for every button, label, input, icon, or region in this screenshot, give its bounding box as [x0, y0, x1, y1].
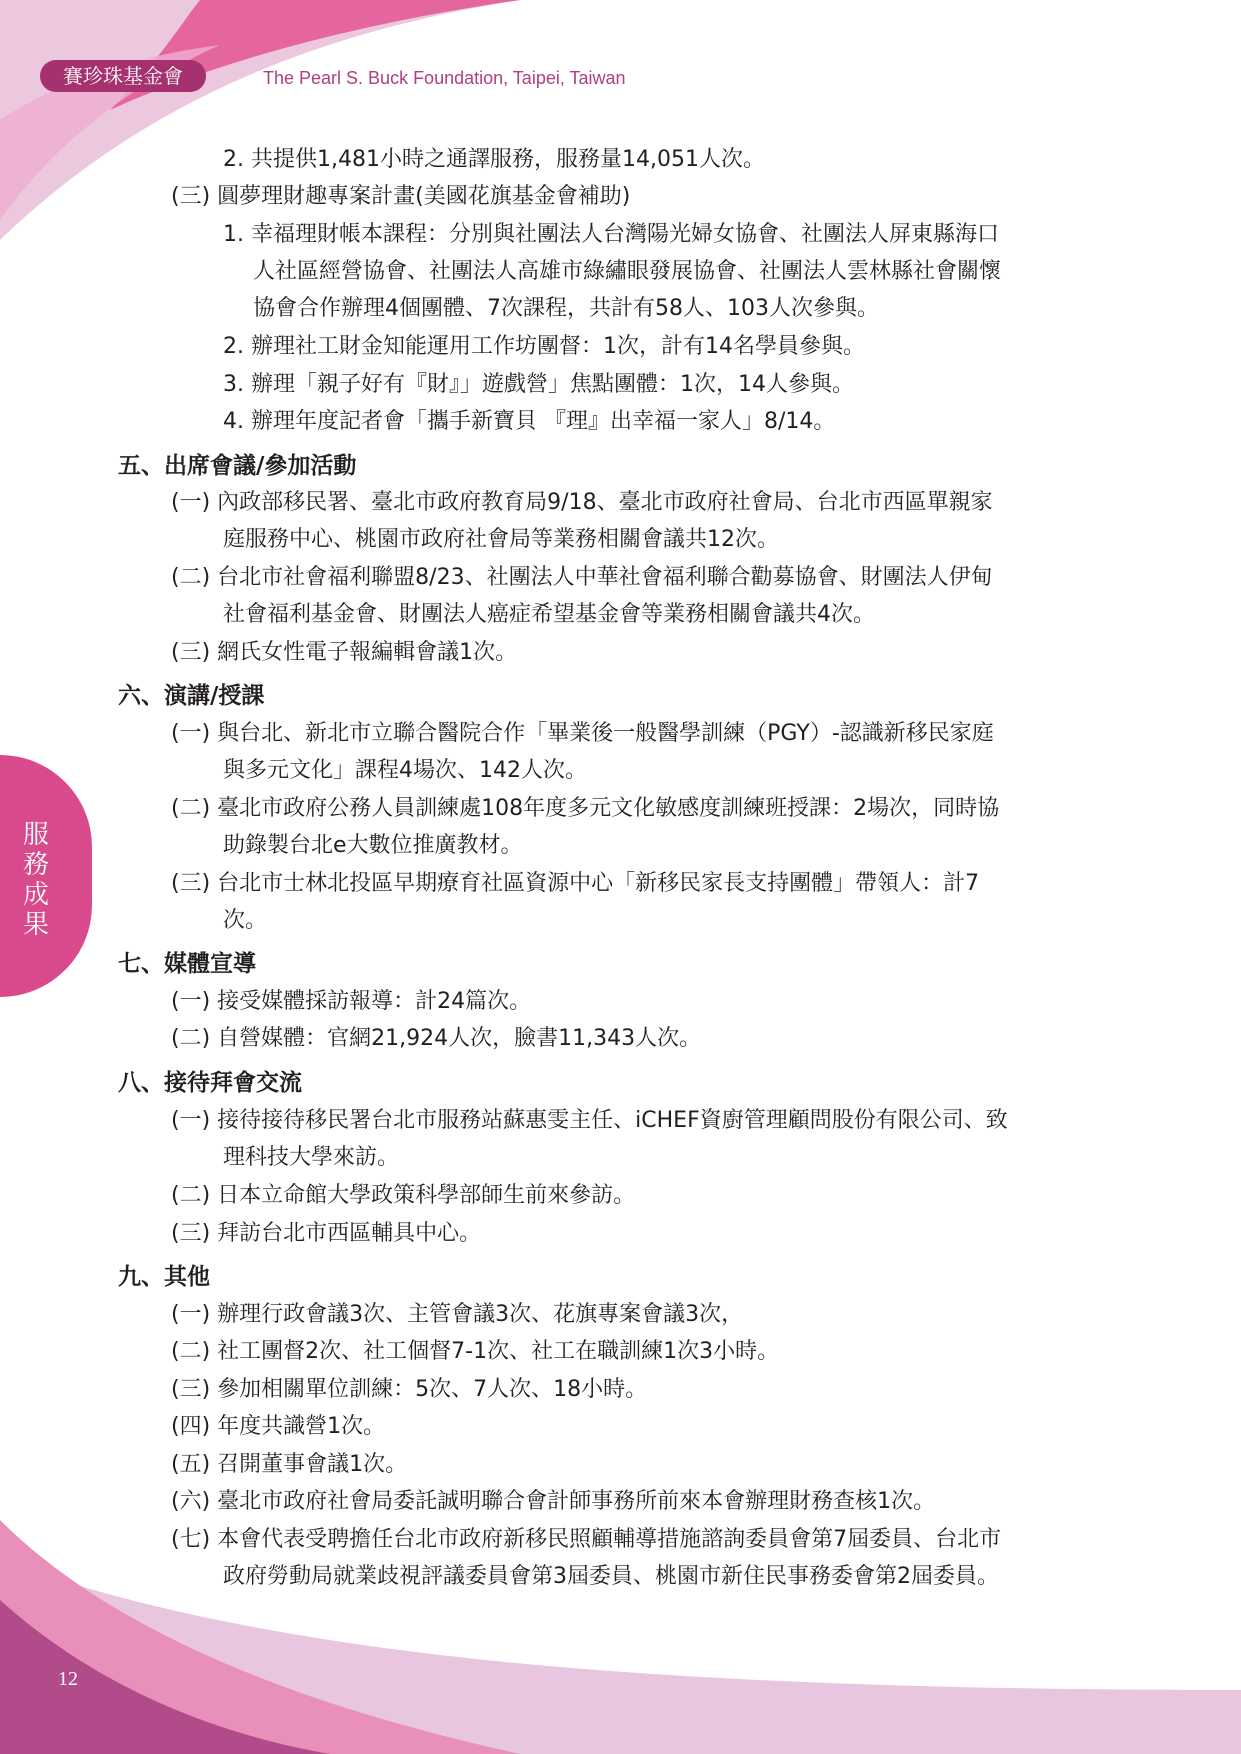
text-line: 3. 辦理「親子好有『財』」遊戲營」焦點團體：1次，14人參與。: [223, 372, 854, 397]
text-line: 政府勞動局就業歧視評議委員會第3屆委員、桃園市新住民事務委會第2屆委員。: [223, 1564, 999, 1589]
text-line: (七) 本會代表受聘擔任台北市政府新移民照顧輔導措施諮詢委員會第7屆委員、台北市: [171, 1527, 1002, 1552]
text-line: 庭服務中心、桃園市政府社會局等業務相關會議共12次。: [223, 527, 779, 552]
text-line: (二) 自營媒體：官網21,924人次，臉書11,343人次。: [171, 1026, 702, 1051]
subsection-heading: (三) 圓夢理財趣專案計畫(美國花旗基金會補助): [171, 184, 631, 209]
text-line: 人社區經營協會、社團法人高雄市綠繡眼發展協會、社團法人雲林縣社會關懷: [253, 259, 1002, 284]
section-heading-6: 六、演講/授課: [118, 683, 265, 709]
text-line: (二) 社工團督2次、社工個督7-1次、社工在職訓練1次3小時。: [171, 1339, 780, 1364]
text-line: 4. 辦理年度記者會「攜手新寶貝 『理』出幸福一家人」8/14。: [223, 409, 836, 434]
text-line: (一) 與台北、新北市立聯合醫院合作「畢業後一般醫學訓練（PGY）-認識新移民家庭: [171, 721, 994, 746]
text-line: (三) 參加相關單位訓練：5次、7人次、18小時。: [171, 1377, 648, 1402]
text-line: 助錄製台北e大數位推廣教材。: [223, 833, 523, 858]
text-line: (五) 召開董事會議1次。: [171, 1452, 408, 1477]
text-line: (一) 接受媒體採訪報導：計24篇次。: [171, 989, 532, 1014]
section-heading-8: 八、接待拜會交流: [118, 1070, 302, 1096]
text-line: 1. 幸福理財帳本課程：分別與社團法人台灣陽光婦女協會、社團法人屏東縣海口: [223, 222, 999, 247]
text-line: 2. 共提供1,481小時之通譯服務，服務量14,051人次。: [223, 147, 765, 172]
text-line: 理科技大學來訪。: [223, 1145, 400, 1170]
text-line: 2. 辦理社工財金知能運用工作坊團督：1次，計有14名學員參與。: [223, 334, 865, 359]
text-line: (二) 台北市社會福利聯盟8/23、社團法人中華社會福利聯合勸募協會、財團法人伊甸: [171, 565, 993, 590]
text-line: (四) 年度共識營1次。: [171, 1414, 386, 1439]
org-name-badge: 賽珍珠基金會: [40, 60, 206, 92]
section-heading-5: 五、出席會議/參加活動: [118, 453, 357, 479]
section-heading-9: 九、其他: [118, 1264, 210, 1290]
section-heading-7: 七、媒體宣導: [118, 951, 256, 977]
text-line: (六) 臺北市政府社會局委託誠明聯合會計師事務所前來本會辦理財務查核1次。: [171, 1489, 936, 1514]
text-line: (一) 接待接待移民署台北市服務站蘇惠雯主任、iCHEF資廚管理顧問股份有限公司、致: [171, 1108, 1008, 1133]
text-line: (一) 辦理行政會議3次、主管會議3次、花旗專案會議3次，: [171, 1302, 744, 1327]
text-line: (三) 拜訪台北市西區輔具中心。: [171, 1221, 482, 1246]
org-english-name: The Pearl S. Buck Foundation, Taipei, Taiwan: [263, 68, 626, 88]
text-line: (二) 日本立命館大學政策科學部師生前來參訪。: [171, 1183, 636, 1208]
text-line: 社會福利基金會、財團法人癌症希望基金會等業務相關會議共4次。: [223, 602, 875, 627]
text-line: (一) 內政部移民署、臺北市政府教育局9/18、臺北市政府社會局、台北市西區單親家: [171, 490, 993, 515]
text-line: (二) 臺北市政府公務人員訓練處108年度多元文化敏感度訓練班授課：2場次，同時協: [171, 796, 1000, 821]
text-line: 協會合作辦理4個團體、7次課程，共計有58人、103人次參與。: [253, 296, 879, 321]
text-line: 與多元文化」課程4場次、142人次。: [223, 758, 587, 783]
text-line: (三) 網氏女性電子報編輯會議1次。: [171, 640, 518, 665]
page-number: 12: [58, 1668, 78, 1690]
text-line: (三) 台北市士林北投區早期療育社區資源中心「新移民家長支持團體」帶領人：計7: [171, 871, 980, 896]
section-side-tab-label: 服務成果: [22, 820, 49, 940]
text-line: 次。: [223, 908, 268, 933]
